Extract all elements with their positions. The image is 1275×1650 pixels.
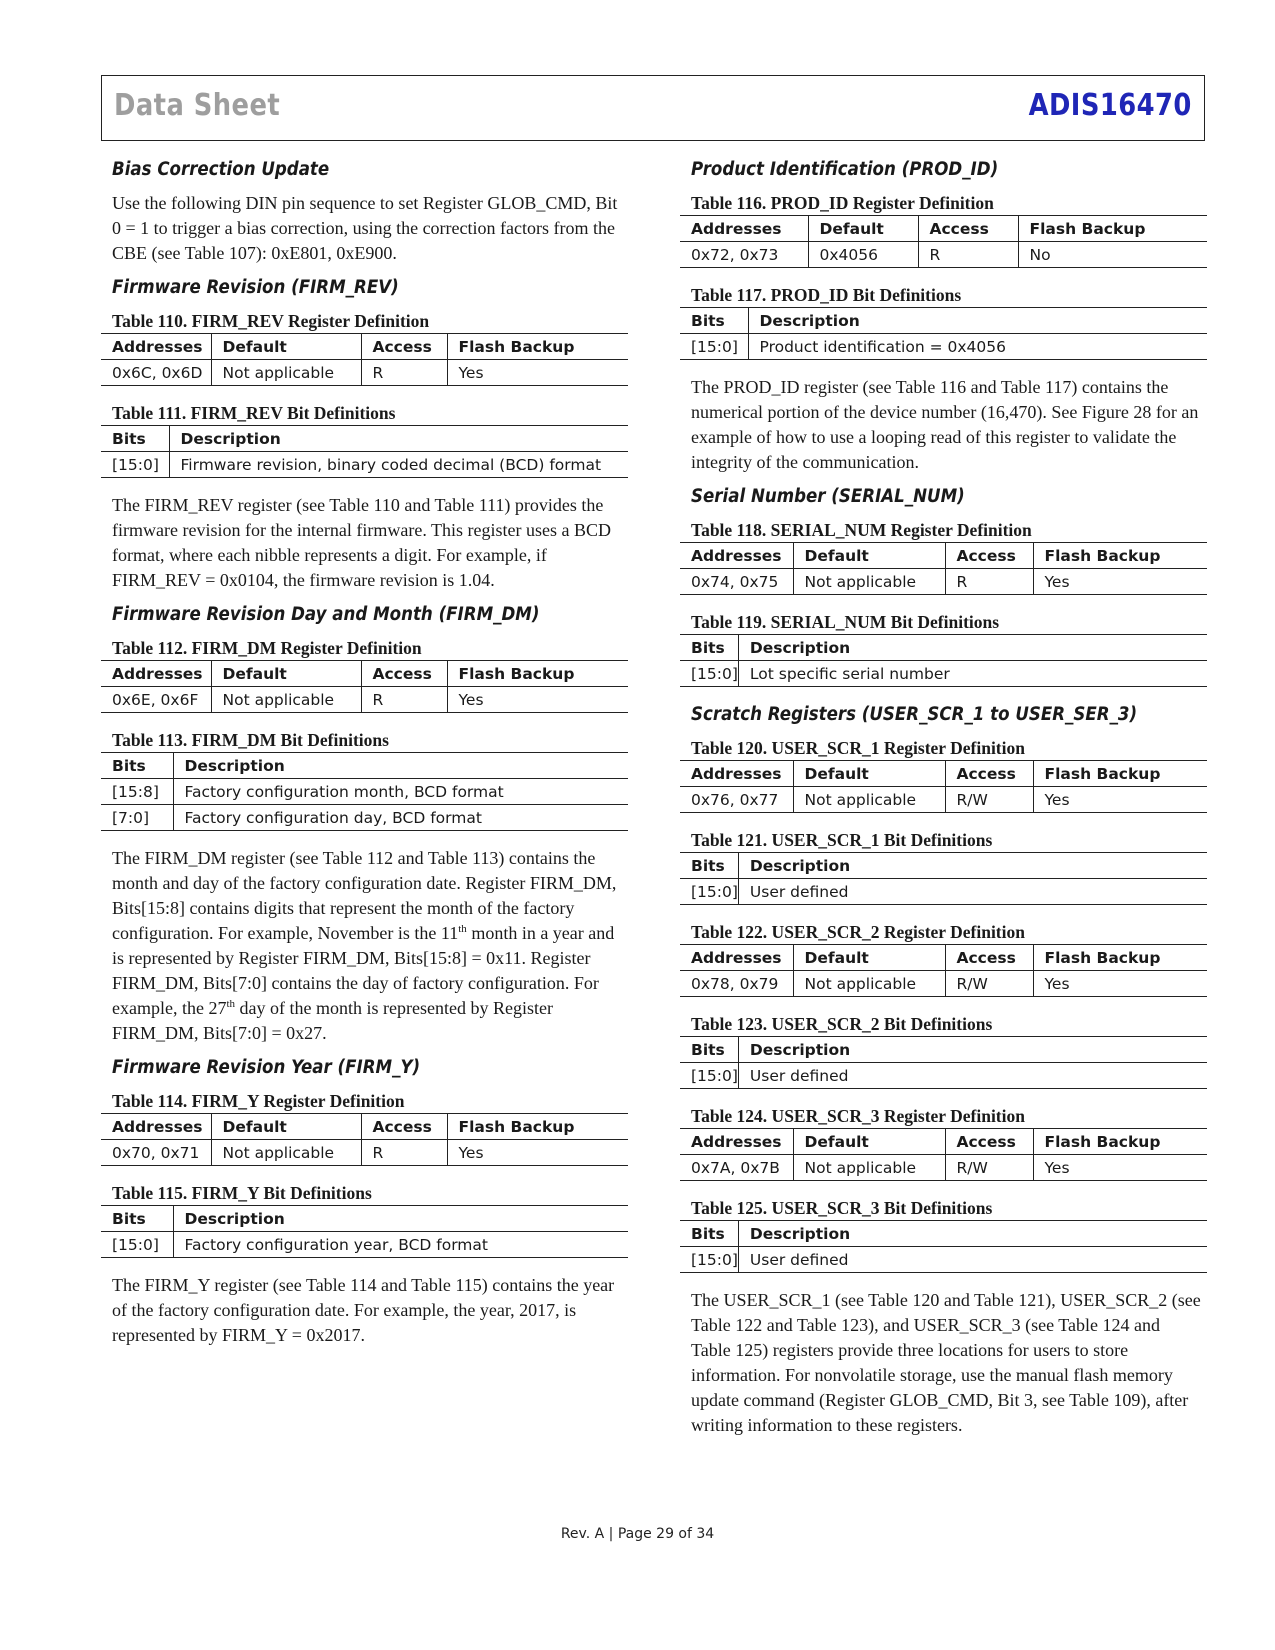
table-115 [101, 1205, 628, 1258]
header-cell: Access [945, 945, 1033, 971]
header-cell: Default [211, 661, 361, 687]
table-row [680, 569, 1207, 595]
header-cell: Access [918, 216, 1018, 242]
table-cell: [15:0] [680, 1063, 738, 1089]
table-120-caption: Table 120. USER_SCR_1 Register Definition [691, 738, 1025, 758]
header-cell: Flash Backup [447, 1114, 628, 1140]
header-cell: Bits [680, 1221, 738, 1247]
table-header-row [101, 1206, 628, 1232]
table-row [101, 805, 628, 831]
header-cell: Access [361, 334, 447, 360]
header-cell: Bits [101, 1206, 173, 1232]
table-111 [101, 425, 628, 478]
header-cell: Flash Backup [1033, 945, 1207, 971]
header-cell: Bits [680, 635, 738, 661]
table-cell: 0x78, 0x79 [680, 971, 793, 997]
table-cell: Not applicable [211, 1140, 361, 1166]
table-header-row [680, 635, 1207, 661]
table-cell: R [361, 687, 447, 713]
table-114 [101, 1113, 628, 1166]
table-113-caption: Table 113. FIRM_DM Bit Definitions [112, 730, 389, 750]
header-cell: Description [738, 1037, 1207, 1063]
header-cell: Description [748, 308, 1207, 334]
table-cell: Firmware revision, binary coded decimal (BCD) format [169, 452, 628, 478]
table-header-row [680, 1221, 1207, 1247]
table-cell: [15:0] [101, 452, 169, 478]
section-heading-prod-id: Product Identification (PROD_ID) [691, 159, 999, 180]
table-cell: Not applicable [793, 569, 945, 595]
table-header-row [680, 1037, 1207, 1063]
header-cell: Description [169, 426, 628, 452]
table-cell: 0x7A, 0x7B [680, 1155, 793, 1181]
header-cell: Bits [680, 1037, 738, 1063]
header-cell: Description [738, 853, 1207, 879]
table-125-caption: Table 125. USER_SCR_3 Bit Definitions [691, 1198, 993, 1218]
part-number-label: ADIS16470 [1028, 88, 1192, 123]
table-cell: 0x70, 0x71 [101, 1140, 211, 1166]
table-cell: [15:0] [680, 661, 738, 687]
header-cell: Default [808, 216, 918, 242]
table-113 [101, 752, 628, 831]
table-cell: Factory configuration month, BCD format [173, 779, 628, 805]
right-column [680, 157, 1207, 1447]
table-cell: Not applicable [211, 360, 361, 386]
table-cell: [15:0] [101, 1232, 173, 1258]
table-cell: R/W [945, 787, 1033, 813]
table-header-row [101, 334, 628, 360]
table-cell: R [361, 1140, 447, 1166]
table-112 [101, 660, 628, 713]
table-cell: 0x76, 0x77 [680, 787, 793, 813]
table-124-caption: Table 124. USER_SCR_3 Register Definition [691, 1106, 1025, 1126]
table-cell: 0x6C, 0x6D [101, 360, 211, 386]
header-cell: Description [738, 1221, 1207, 1247]
table-row [680, 661, 1207, 687]
table-115-caption: Table 115. FIRM_Y Bit Definitions [112, 1183, 372, 1203]
table-row [680, 1155, 1207, 1181]
table-cell: [15:0] [680, 879, 738, 905]
header-cell: Default [793, 1129, 945, 1155]
section-heading-firm-y: Firmware Revision Year (FIRM_Y) [112, 1057, 421, 1078]
table-header-row [101, 426, 628, 452]
table-cell: User defined [738, 1063, 1207, 1089]
header-cell: Flash Backup [1033, 761, 1207, 787]
table-header-row [101, 661, 628, 687]
table-row [680, 971, 1207, 997]
header-cell: Flash Backup [447, 661, 628, 687]
table-119 [680, 634, 1207, 687]
header-cell: Flash Backup [447, 334, 628, 360]
table-cell: Yes [1033, 1155, 1207, 1181]
section-heading-bias: Bias Correction Update [112, 159, 330, 180]
table-125 [680, 1220, 1207, 1273]
table-cell: [15:8] [101, 779, 173, 805]
table-cell: 0x74, 0x75 [680, 569, 793, 595]
table-cell: 0x72, 0x73 [680, 242, 808, 268]
table-cell: R [945, 569, 1033, 595]
table-cell: Yes [1033, 787, 1207, 813]
table-row [101, 687, 628, 713]
table-cell: Yes [447, 687, 628, 713]
header-cell: Addresses [680, 543, 793, 569]
firm-dm-text-a: The FIRM_DM register (see Table 112 and Table 113) contains the month and day of the factory configuration date. Register FIRM_DM, Bits[15:8] contains digits that represent the month of the factory configuration. For example, November is the 11 [112, 848, 617, 943]
table-cell: Factory configuration year, BCD format [173, 1232, 628, 1258]
table-cell: [15:0] [680, 1247, 738, 1273]
header-cell: Flash Backup [1018, 216, 1207, 242]
table-cell: Yes [447, 360, 628, 386]
table-114-caption: Table 114. FIRM_Y Register Definition [112, 1091, 405, 1111]
table-121-caption: Table 121. USER_SCR_1 Bit Definitions [691, 830, 993, 850]
firm-dm-text-c: day of the month is represented by Register FIRM_DM, Bits[7:0] = 0x27. [112, 998, 553, 1043]
header-cell: Default [793, 761, 945, 787]
table-cell: Factory configuration day, BCD format [173, 805, 628, 831]
table-cell: User defined [738, 1247, 1207, 1273]
table-row [680, 334, 1207, 360]
table-row [680, 242, 1207, 268]
table-row [680, 879, 1207, 905]
table-cell: Yes [447, 1140, 628, 1166]
header-cell: Addresses [680, 945, 793, 971]
table-122-caption: Table 122. USER_SCR_2 Register Definition [691, 922, 1025, 942]
header-cell: Default [793, 543, 945, 569]
table-cell: [15:0] [680, 334, 748, 360]
table-header-row [680, 216, 1207, 242]
table-cell: R [918, 242, 1018, 268]
table-112-caption: Table 112. FIRM_DM Register Definition [112, 638, 422, 658]
header-cell: Bits [680, 853, 738, 879]
firm-y-paragraph: The FIRM_Y register (see Table 114 and Table 115) contains the year of the factory configuration date. For example, the year, 2017, is represented by FIRM_Y = 0x2017. [112, 1275, 615, 1345]
table-header-row [680, 308, 1207, 334]
table-118 [680, 542, 1207, 595]
table-116 [680, 215, 1207, 268]
table-header-row [680, 761, 1207, 787]
header-cell: Addresses [680, 1129, 793, 1155]
header-cell: Access [945, 1129, 1033, 1155]
header-cell: Access [361, 1114, 447, 1140]
table-header-row [680, 1129, 1207, 1155]
table-row [101, 1232, 628, 1258]
table-header-row [680, 945, 1207, 971]
table-117 [680, 307, 1207, 360]
table-row [680, 1063, 1207, 1089]
section-heading-firm-dm: Firmware Revision Day and Month (FIRM_DM) [112, 604, 540, 625]
table-row [680, 1247, 1207, 1273]
table-cell: 0x6E, 0x6F [101, 687, 211, 713]
header-cell: Bits [101, 753, 173, 779]
firm-dm-paragraph [112, 846, 624, 1046]
doc-type-label: Data Sheet [114, 88, 281, 123]
table-row [101, 779, 628, 805]
header-cell: Addresses [680, 761, 793, 787]
section-heading-serial: Serial Number (SERIAL_NUM) [691, 486, 965, 507]
header-cell: Addresses [101, 661, 211, 687]
section-heading-firm-rev: Firmware Revision (FIRM_REV) [112, 277, 399, 298]
table-cell: No [1018, 242, 1207, 268]
table-cell: R [361, 360, 447, 386]
table-row [101, 1140, 628, 1166]
header-cell: Default [793, 945, 945, 971]
table-111-caption: Table 111. FIRM_REV Bit Definitions [112, 403, 396, 423]
table-cell: Product identification = 0x4056 [748, 334, 1207, 360]
header-cell: Description [173, 753, 628, 779]
table-123 [680, 1036, 1207, 1089]
header-cell: Default [211, 334, 361, 360]
header-cell: Description [738, 635, 1207, 661]
ordinal-suffix: th [458, 923, 467, 935]
table-cell: Not applicable [211, 687, 361, 713]
table-header-row [101, 1114, 628, 1140]
scratch-paragraph: The USER_SCR_1 (see Table 120 and Table 121), USER_SCR_2 (see Table 122 and Table 123), and USER_SCR_3 (see Table 124 and Table 125) registers provide three locations for users to store information. For nonvolatile storage, use the manual flash memory update command (Register GLOB_CMD, Bit 3, see Table 109), after writing information to these registers. [691, 1290, 1201, 1435]
header-cell: Addresses [101, 1114, 211, 1140]
table-header-row [680, 543, 1207, 569]
header-cell: Bits [680, 308, 748, 334]
header-cell: Flash Backup [1033, 1129, 1207, 1155]
table-row [680, 787, 1207, 813]
table-cell: R/W [945, 971, 1033, 997]
firm-dm-text-b: month in a year and is represented by Register FIRM_DM, Bits[15:8] = 0x11. Register FIRM_DM, Bits[7:0] contains the day of factory configuration. For example, the 27 [112, 923, 615, 1018]
table-117-caption: Table 117. PROD_ID Bit Definitions [691, 285, 962, 305]
section-heading-scratch: Scratch Registers (USER_SCR_1 to USER_SER_3) [691, 704, 1138, 725]
table-cell: [7:0] [101, 805, 173, 831]
header-cell: Description [173, 1206, 628, 1232]
table-122 [680, 944, 1207, 997]
header-cell: Flash Backup [1033, 543, 1207, 569]
page-footer: Rev. A | Page 29 of 34 [560, 1526, 715, 1542]
table-110-caption: Table 110. FIRM_REV Register Definition [112, 311, 430, 331]
header-cell: Addresses [101, 334, 211, 360]
table-116-caption: Table 116. PROD_ID Register Definition [691, 193, 994, 213]
table-110 [101, 333, 628, 386]
table-cell: Yes [1033, 971, 1207, 997]
left-column [101, 157, 628, 1357]
header-cell: Access [361, 661, 447, 687]
header-cell: Access [945, 761, 1033, 787]
table-cell: 0x4056 [808, 242, 918, 268]
table-header-row [101, 753, 628, 779]
table-118-caption: Table 118. SERIAL_NUM Register Definition [691, 520, 1032, 540]
table-header-row [680, 853, 1207, 879]
table-cell: R/W [945, 1155, 1033, 1181]
table-row [101, 360, 628, 386]
ordinal-suffix: th [226, 998, 236, 1010]
table-cell: Not applicable [793, 787, 945, 813]
table-cell: Not applicable [793, 971, 945, 997]
bias-paragraph: Use the following DIN pin sequence to set Register GLOB_CMD, Bit 0 = 1 to trigger a bias correction, using the correction factors from the CBE (see Table 107): 0xE801, 0xE900. [112, 193, 618, 263]
page-header [101, 75, 1205, 141]
table-123-caption: Table 123. USER_SCR_2 Bit Definitions [691, 1014, 993, 1034]
header-cell: Default [211, 1114, 361, 1140]
table-120 [680, 760, 1207, 813]
firm-rev-paragraph: The FIRM_REV register (see Table 110 and Table 111) provides the firmware revision for the internal firmware. This register uses a BCD format, where each nibble represents a digit. For example, if FIRM_REV = 0x0104, the firmware revision is 1.04. [112, 495, 612, 590]
table-cell: User defined [738, 879, 1207, 905]
table-cell: Yes [1033, 569, 1207, 595]
table-124 [680, 1128, 1207, 1181]
table-121 [680, 852, 1207, 905]
header-cell: Access [945, 543, 1033, 569]
table-cell: Not applicable [793, 1155, 945, 1181]
table-row [101, 452, 628, 478]
header-cell: Bits [101, 426, 169, 452]
prod-id-paragraph: The PROD_ID register (see Table 116 and Table 117) contains the numerical portion of the device number (16,470). See Figure 28 for an example of how to use a looping read of this register to validate the integrity of the communication. [691, 377, 1199, 472]
header-cell: Addresses [680, 216, 808, 242]
table-cell: Lot specific serial number [738, 661, 1207, 687]
table-119-caption: Table 119. SERIAL_NUM Bit Definitions [691, 612, 1000, 632]
